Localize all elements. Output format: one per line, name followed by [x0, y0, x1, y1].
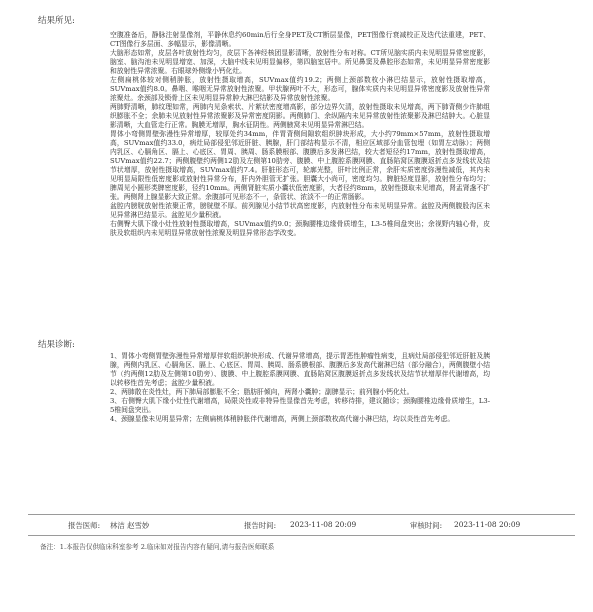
- findings-text: [110, 31, 490, 238]
- report-time-label: 报告时间:: [244, 521, 277, 530]
- report-doctor-name: 林洁 赵雪妙: [110, 521, 150, 530]
- diagnosis-item-2: 2、两肺散在炎性灶，两下肺局部膨胀不全；脂肪肝倾向，两肾小囊肿；副脾显示；前列腺小钙化灶。: [110, 388, 414, 396]
- footnote: 备注：1.本报告仅供临床科室参考 2.临床如对报告内容有疑问,请与报告医师联系: [40, 543, 275, 551]
- footnote-divider: [28, 535, 575, 536]
- diagnosis-item-1: 1、胃体小弯侧胃壁弥漫性异常增厚伴软组织肿块形成、代谢异常增高，提示胃恶性肿瘤性病变，且病灶局部侵犯邻近肝脏及胰腺，两侧内乳区、心膈角区、膈上、心底区、胃周、胰周、肠系膜根部、腹膜后多发高代谢淋巴结（部分融合），两侧腹壁小结节（约两侧12肋及左侧第10肋旁）、腹膜、中上腹腔系膜网膜、直肠陷窝区腹膜返折点多发线状及结节状增厚伴代谢增高，均以转移性首先考虑；盆腔少量积液。: [110, 352, 490, 387]
- review-time-label: 审核时间:: [410, 521, 443, 530]
- findings-paragraph-6: 盆腔内膀胱放射性浓聚正常，膀胱壁不厚。前列腺见小结节状高密度影，内放射性分布未见明显异常。盆腔及两侧腹股沟区未见异常淋巴结显示。盆腔见少量积液。: [110, 202, 490, 219]
- signature-top-divider: [28, 514, 575, 515]
- diagnosis-item-4: 4、颈腺显像未见明显异常；左侧扁桃体稍肿胀伴代谢增高，两侧上颈部数枚高代谢小淋巴结，均以炎性首先考虑。: [110, 415, 455, 423]
- findings-paragraph-3: 左侧扁桃体较对侧稍肿胀，放射性摄取增高，SUVmax值约19.2；两侧上颈部数枚小淋巴结显示，放射性摄取增高，SUVmax值约8.0。鼻咽、喉咽无异常放射性浓聚。甲状腺两叶不大，形态可，腺体实质内未见明显异常密度影及放射性异常浓聚灶。余颈部及锁骨上区未见明显异常肿大淋巴结影及异常放射性浓聚。: [110, 76, 490, 102]
- findings-label: 结果所见:: [38, 16, 75, 26]
- signature-row: [0, 520, 593, 532]
- findings-paragraph-2: 大脑形态如常，皮层各叶放射性均匀，皮层下各神经核团显影清晰，放射性分布对称。CT所见脑实质内未见明显异常密度影，脑室、脑沟池未见明显增宽、加深，大脑中线未见明显偏移，第四脑室居中。所见鼻窦及鼻腔形态如常，未见明显异常密度影和放射性异常浓聚。右眼球外侧缘小钙化灶。: [110, 49, 490, 75]
- report-doctor-label: 报告医师:: [68, 521, 101, 530]
- findings-paragraph-7: 右侧臀大肌下缘小灶性放射性摄取增高，SUVmax值约9.0；颈胸腰椎边缘骨质增生，L3-5椎间盘突出；余视野内轴心骨，皮肤及软组织内未见明显异常放射性浓聚及明显异常形态学改变。: [110, 220, 490, 237]
- report-time-value: 2023-11-08 20:09: [290, 520, 357, 529]
- diagnosis-text: [110, 352, 490, 424]
- findings-paragraph-5: 胃体小弯侧胃壁弥漫性异常增厚，较厚处约34mm，伴胃背侧间隙软组织肿块形成，大小约79mm×57mm，放射性摄取增高，SUVmax值约33.0，病灶局部侵犯邻近肝脏、胰腺，肝门部结构显示不清，相应区域部分血管包埋（如胃左动脉）；两侧内乳区、心膈角区、膈上、心底区、胃周、胰周、肠系膜根部、腹膜后多发淋巴结，较大者短径约17mm，放射性摄取增高，SUVmax值约22.7；两侧腹壁约两侧12肋及左侧第10肋旁、腹膜、中上腹腔系膜网膜、直肠陷窝区腹膜返折点多发线状及结节状增厚，放射性摄取增高，SUVmax值约7.4。肝脏形态可，轮廓光整，肝叶比例正常，余肝实质密度弥漫性减低，其内未见明显局限性低密度影或放射性异常分布，肝内外胆管无扩张。胆囊大小尚可，密度均匀。脾脏轻度显影，放射性分布均匀；脾周见小圆形类脾密度影，径约10mm。两侧肾脏实质小囊状低密度影，大者径约8mm，放射性摄取未见增高，肾盂肾盏不扩张。两侧肾上腺显影大致正常。余腹部可见形态不一，条管状、浓淡不一的正常肠影。: [110, 130, 490, 201]
- diagnosis-item-3: 3、右侧臀大肌下缘小灶性代谢增高，局限炎性或非特异性显像首先考虑，转移待排，建议随诊；颈胸腰椎边缘骨质增生，L3-5椎间盘突出。: [110, 397, 490, 414]
- diagnosis-label: 结果诊断:: [38, 340, 75, 350]
- findings-paragraph-1: 空腹准备后，静脉注射显像剂，平静休息约60min后行全身PET及CT断层显像，PET图像行衰减校正及迭代法重建，PET、CT图像行多层面、多幅显示，影像清晰。: [110, 31, 490, 48]
- findings-paragraph-4: 两肺野清晰，肺纹理如常，两肺内见条索状、片絮状密度增高影，部分边界欠清，放射性摄取未见增高，两下肺背侧少许肺组织膨胀不全；余肺未见放射性异常浓聚影及异常密度阴影。两侧肺门、余纵隔内未见异常放射性浓聚影及淋巴结肿大。心脏显影清晰，大血管走行正常。胸膜无增厚，胸水征阴性。两侧腋窝未见明显异常淋巴结。: [110, 103, 490, 129]
- review-time-value: 2023-11-08 20:09: [454, 520, 521, 529]
